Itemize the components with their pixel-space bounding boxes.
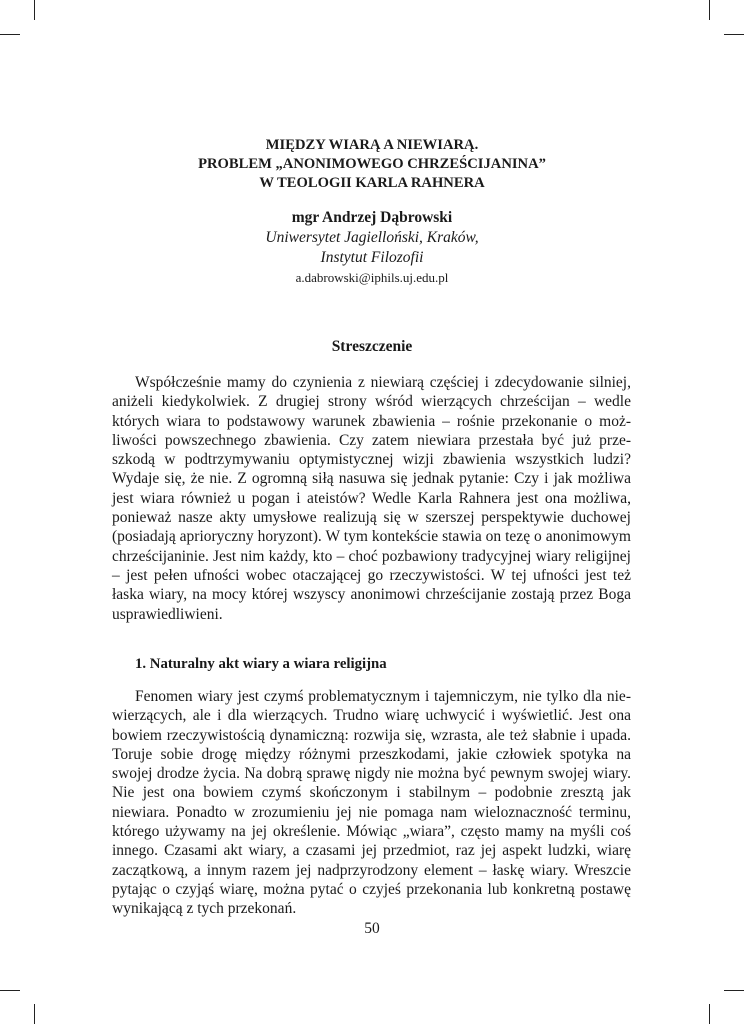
section-heading: 1. Naturalny akt wiary a wiara religijna [135,656,387,672]
crop-mark-top-left-vertical [34,0,35,20]
author-affiliation-line-2: Instytut Filozofii [320,249,424,266]
author-email: a.dabrowski@iphils.uj.edu.pl [295,270,449,285]
abstract-paragraph: Współcześnie mamy do czynienia z niewiarą częściej i zdecydowanie silniej, aniżeli kiedykolwiek. Z drugiej strony wśród wierzących chrześcijan – wedle których wiara to podstawowy warunek zbawienia – rośnie przekonanie o możliwości powszechnego zbawienia. Czy zatem niewiara przestała być już przeszkodą w podtrzymywaniu optymistycznej wizji zbawienia wszystkich ludzi? Wydaje się, że nie. Z ogromną siłą nasuwa się jednak pytanie: Czy i jak możliwa jest wiara również u pogan i ateistów? Wedle Karla Rahnera jest ona możliwa, ponieważ nasze akty umysłowe realizują się w szerszej perspektywie duchowej (posiadają aprioryczny horyzont). W tym kontekście stawia on tezę o anonimowym chrześcijaninie. Jest nim każdy, kto – choć pozbawiony tradycyjnej wiary religijnej – jest pełen ufności wobec otaczającej go rzeczywistości. W tej ufności jest też łaska wiary, na mocy której wszyscy anonimowi chrześcijanie zostają przez Boga usprawiedliwieni. [112,374,631,623]
crop-mark-bottom-right-horizontal [724,990,744,991]
section-paragraph: Fenomen wiary jest czymś problematycznym i tajemniczym, nie tylko dla niewierzących, ale i dla wierzących. Trudno wiarę uchwycić i wyświetlić. Jest ona bowiem rzeczywistością dynamiczną: rozwija się, wzrasta, ale też słabnie i upada. Toruje sobie drogę między różnymi przeszkodami, jakie człowiek spotyka na swojej drodze życia. Na dobrą sprawę nigdy nie można być pewnym swojej wiary. Nie jest ona bowiem czymś skończonym i stabilnym – podobnie zresztą jak niewiara. Ponadto w zrozumieniu jej nie pomaga nam wieloznaczność terminu, którego używamy na jej określenie. Mówiąc „wiara”, często mamy na myśli coś innego. Czasami akt wiary, a czasami jej przedmiot, raz jej aspekt ludzki, wiarę zaczątkową, a innym razem jej nadprzyrodzony element – łaskę wiary. Wreszcie pytając o czyjąś wiarę, można pytać o czyjeś przekonania lub konkretną postawę wynikającą z tych przekonań. [112,688,631,918]
abstract-body [112,373,631,624]
title-line-3: W TEOLOGII KARLA RAHNERA [259,175,485,191]
crop-mark-bottom-left-vertical [34,1004,35,1024]
article-title [0,136,744,193]
crop-mark-top-right-vertical [709,0,710,20]
author-affiliation-line-1: Uniwersytet Jagielloński, Kraków, [265,229,479,246]
abstract-heading: Streszczenie [331,338,413,355]
author-name: mgr Andrzej Dąbrowski [291,209,453,226]
title-line-1: MIĘDZY WIARĄ A NIEWIARĄ. [265,137,479,153]
author-block [0,207,744,287]
crop-mark-top-right-horizontal [724,34,744,35]
crop-mark-top-left-horizontal [0,34,20,35]
crop-mark-bottom-right-vertical [709,1004,710,1024]
page-number: 50 [364,920,380,937]
title-line-2: PROBLEM „ANONIMOWEGO CHRZEŚCIJANINA” [198,156,546,172]
section-body [112,687,631,919]
crop-mark-bottom-left-horizontal [0,990,20,991]
